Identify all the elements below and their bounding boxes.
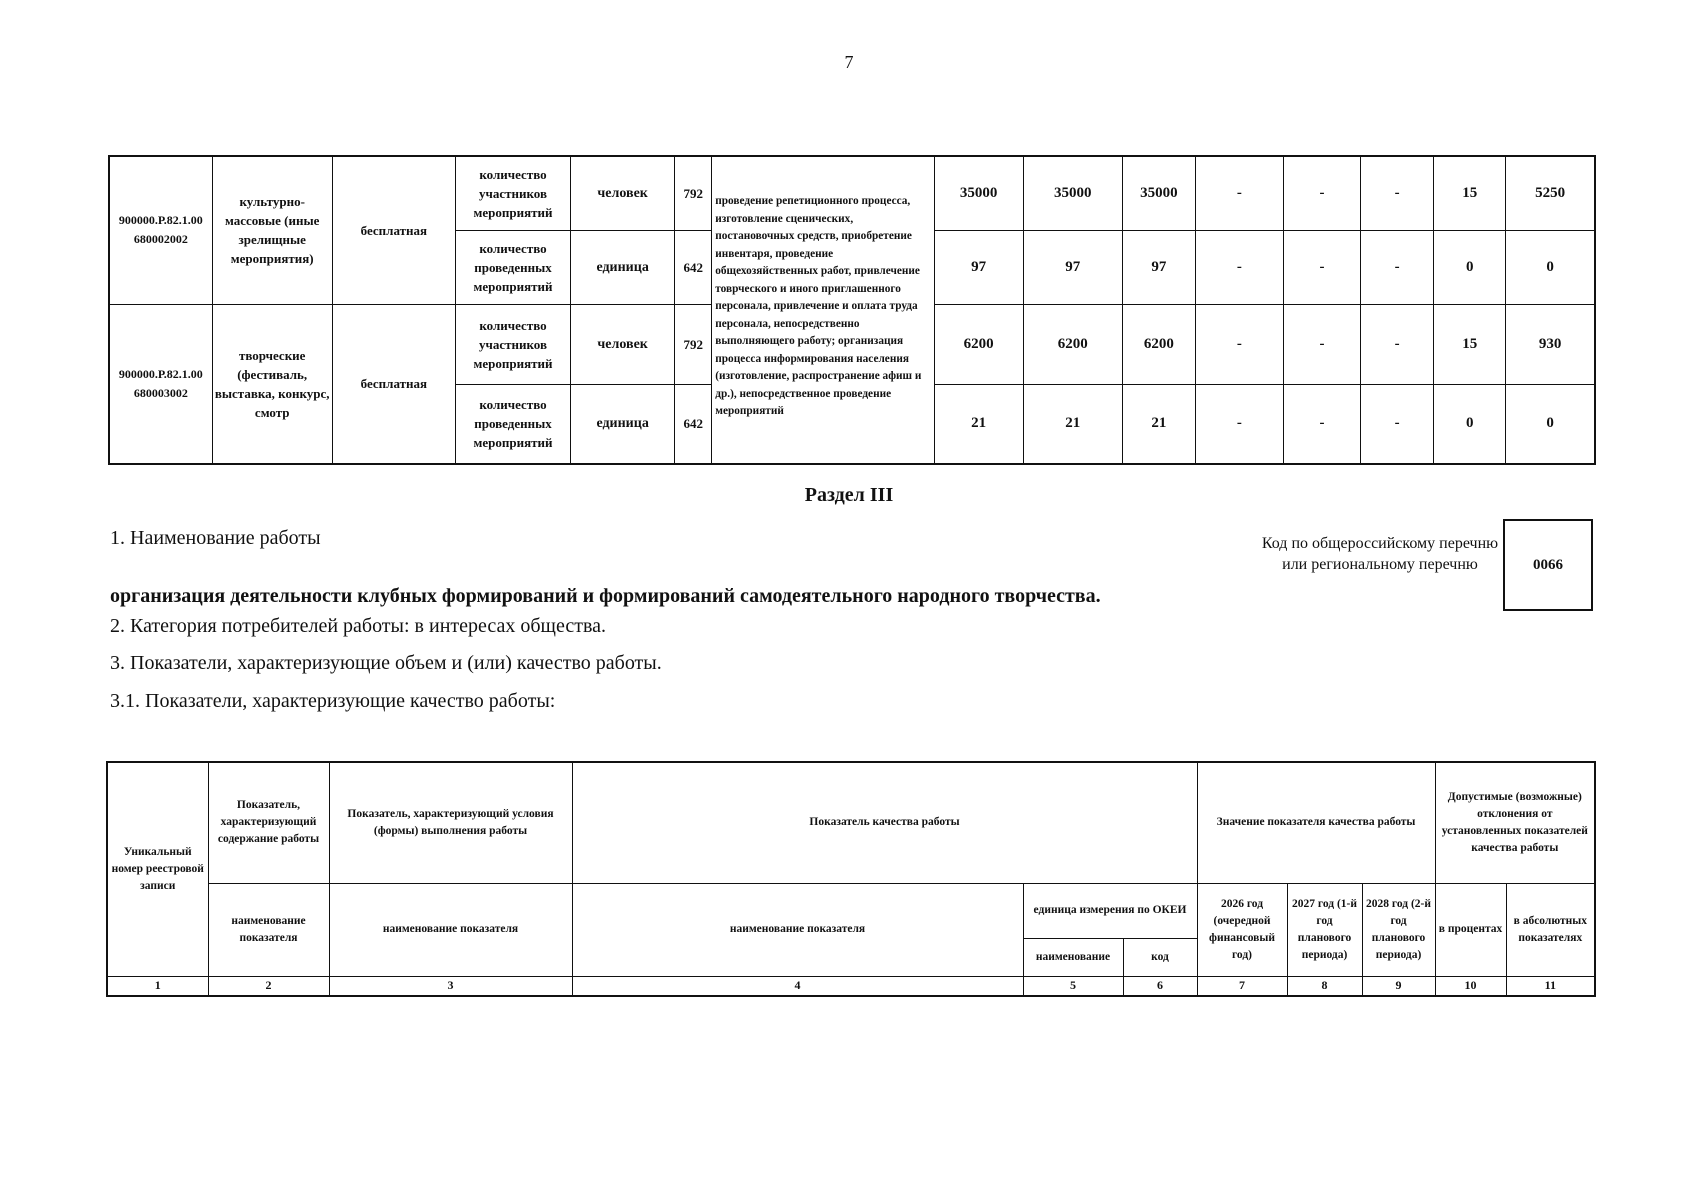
- unit-name: единица: [571, 384, 675, 464]
- extra-value: -: [1195, 156, 1283, 230]
- unit-name: единица: [571, 230, 675, 304]
- deviation-absolute: 0: [1506, 230, 1595, 304]
- column-number: 3: [329, 976, 572, 996]
- header-indicator-values: Значение показателя качества работы: [1197, 762, 1435, 883]
- extra-value: -: [1283, 384, 1360, 464]
- indicators-heading: 3. Показатели, характеризующие объем и (или) качество работы.: [110, 652, 662, 674]
- page-number: 7: [844, 52, 854, 72]
- column-number: 8: [1287, 976, 1362, 996]
- work-name: организация деятельности клубных формирований и формирований самодеятельного народного творчества.: [110, 585, 1101, 607]
- value-2026: 21: [934, 384, 1023, 464]
- table-header-row: [107, 762, 1595, 883]
- unit-code: 792: [675, 304, 712, 384]
- extra-value: -: [1361, 156, 1434, 230]
- column-number: 4: [572, 976, 1023, 996]
- unit-name: человек: [571, 304, 675, 384]
- deviation-absolute: 5250: [1506, 156, 1595, 230]
- header-condition-indicator: Показатель, характеризующий условия (формы) выполнения работы: [329, 762, 572, 883]
- subheader-indicator-name: наименование показателя: [208, 883, 329, 976]
- registry-code-label: Код по общероссийскому перечню или региональному перечню: [1261, 535, 1499, 573]
- indicator-name: количество проведенных мероприятий: [455, 384, 570, 464]
- unit-code: 642: [675, 384, 712, 464]
- extra-value: -: [1361, 230, 1434, 304]
- column-number: 7: [1197, 976, 1287, 996]
- content-indicator: культурно-массовые (иные зрелищные мероприятия): [212, 156, 332, 304]
- extra-value: -: [1361, 384, 1434, 464]
- value-2028: 97: [1122, 230, 1195, 304]
- work-name-label: 1. Наименование работы: [110, 527, 321, 549]
- extra-value: -: [1195, 384, 1283, 464]
- column-number: 9: [1362, 976, 1435, 996]
- value-2026: 35000: [934, 156, 1023, 230]
- value-2028: 6200: [1122, 304, 1195, 384]
- subheader-deviation-absolute: в абсолютных показателях: [1506, 883, 1595, 976]
- table-row: [109, 156, 1595, 230]
- content-indicator: творческие (фестиваль, выставка, конкурс, смотр: [212, 304, 332, 464]
- extra-value: -: [1195, 230, 1283, 304]
- column-number: 11: [1506, 976, 1595, 996]
- header-content-indicator: Показатель, характеризующий содержание работы: [208, 762, 329, 883]
- value-2027: 35000: [1023, 156, 1122, 230]
- unit-name: человек: [571, 156, 675, 230]
- extra-value: -: [1283, 230, 1360, 304]
- subheader-year-2028: 2028 год (2-й год планового периода): [1362, 883, 1435, 976]
- extra-value: -: [1195, 304, 1283, 384]
- column-number: 6: [1123, 976, 1197, 996]
- indicator-name: количество проведенных мероприятий: [455, 230, 570, 304]
- registry-number: 900000.Р.82.1.00 680002002: [109, 156, 212, 304]
- condition-indicator: бесплатная: [332, 156, 455, 304]
- column-numbers-row: [107, 976, 1595, 996]
- subheader-year-2026: 2026 год (очередной финансовый год): [1197, 883, 1287, 976]
- value-2027: 6200: [1023, 304, 1122, 384]
- column-number: 5: [1023, 976, 1123, 996]
- continuation-table: [108, 155, 1596, 465]
- value-2027: 21: [1023, 384, 1122, 464]
- subheader-indicator-name: наименование показателя: [329, 883, 572, 976]
- quality-indicators-heading: 3.1. Показатели, характеризующие качество работы:: [110, 690, 556, 712]
- column-number: 2: [208, 976, 329, 996]
- unit-code: 792: [675, 156, 712, 230]
- deviation-percent: 0: [1434, 230, 1506, 304]
- deviation-percent: 0: [1434, 384, 1506, 464]
- subheader-indicator-name: наименование показателя: [572, 883, 1023, 976]
- value-2028: 21: [1122, 384, 1195, 464]
- deviation-absolute: 930: [1506, 304, 1595, 384]
- subheader-unit-name: наименование: [1023, 938, 1123, 976]
- extra-value: -: [1283, 156, 1360, 230]
- value-2027: 97: [1023, 230, 1122, 304]
- extra-value: -: [1361, 304, 1434, 384]
- subheader-year-2027: 2027 год (1-й год планового периода): [1287, 883, 1362, 976]
- section-title: Раздел III: [804, 484, 894, 506]
- column-number: 1: [107, 976, 208, 996]
- indicator-name: количество участников мероприятий: [455, 156, 570, 230]
- condition-indicator: бесплатная: [332, 304, 455, 464]
- value-2026: 97: [934, 230, 1023, 304]
- value-2028: 35000: [1122, 156, 1195, 230]
- deviation-percent: 15: [1434, 156, 1506, 230]
- indicator-name: количество участников мероприятий: [455, 304, 570, 384]
- subheader-unit-code: код: [1123, 938, 1197, 976]
- column-number: 10: [1435, 976, 1506, 996]
- registry-number: 900000.Р.82.1.00 680003002: [109, 304, 212, 464]
- value-2026: 6200: [934, 304, 1023, 384]
- subheader-deviation-percent: в процентах: [1435, 883, 1506, 976]
- header-allowed-deviations: Допустимые (возможные) отклонения от установленных показателей качества работы: [1435, 762, 1595, 883]
- unit-code: 642: [675, 230, 712, 304]
- header-quality-indicator: Показатель качества работы: [572, 762, 1197, 883]
- deviation-percent: 15: [1434, 304, 1506, 384]
- quality-indicators-table: [106, 761, 1596, 997]
- header-registry-number: Уникальный номер реестровой записи: [107, 762, 208, 976]
- consumer-category: 2. Категория потребителей работы: в интересах общества.: [110, 615, 607, 637]
- subheader-unit-okei: единица измерения по ОКЕИ: [1023, 883, 1197, 938]
- table-header-row: [107, 883, 1595, 938]
- deviation-absolute: 0: [1506, 384, 1595, 464]
- work-description: проведение репетиционного процесса, изготовление сценических, постановочных средств, приобретение инвентаря, проведение общехозяйственных работ, привлечение товрческого и иного приглашенного персонала, привлечение и оплата труда персонала, непосредственно выполняющего работу; организация процесса информирования населения (изготовление, распространение афиш и др.), непосредственное проведение мероприятий: [712, 156, 934, 464]
- extra-value: -: [1283, 304, 1360, 384]
- registry-code-value: 0066: [1503, 519, 1593, 611]
